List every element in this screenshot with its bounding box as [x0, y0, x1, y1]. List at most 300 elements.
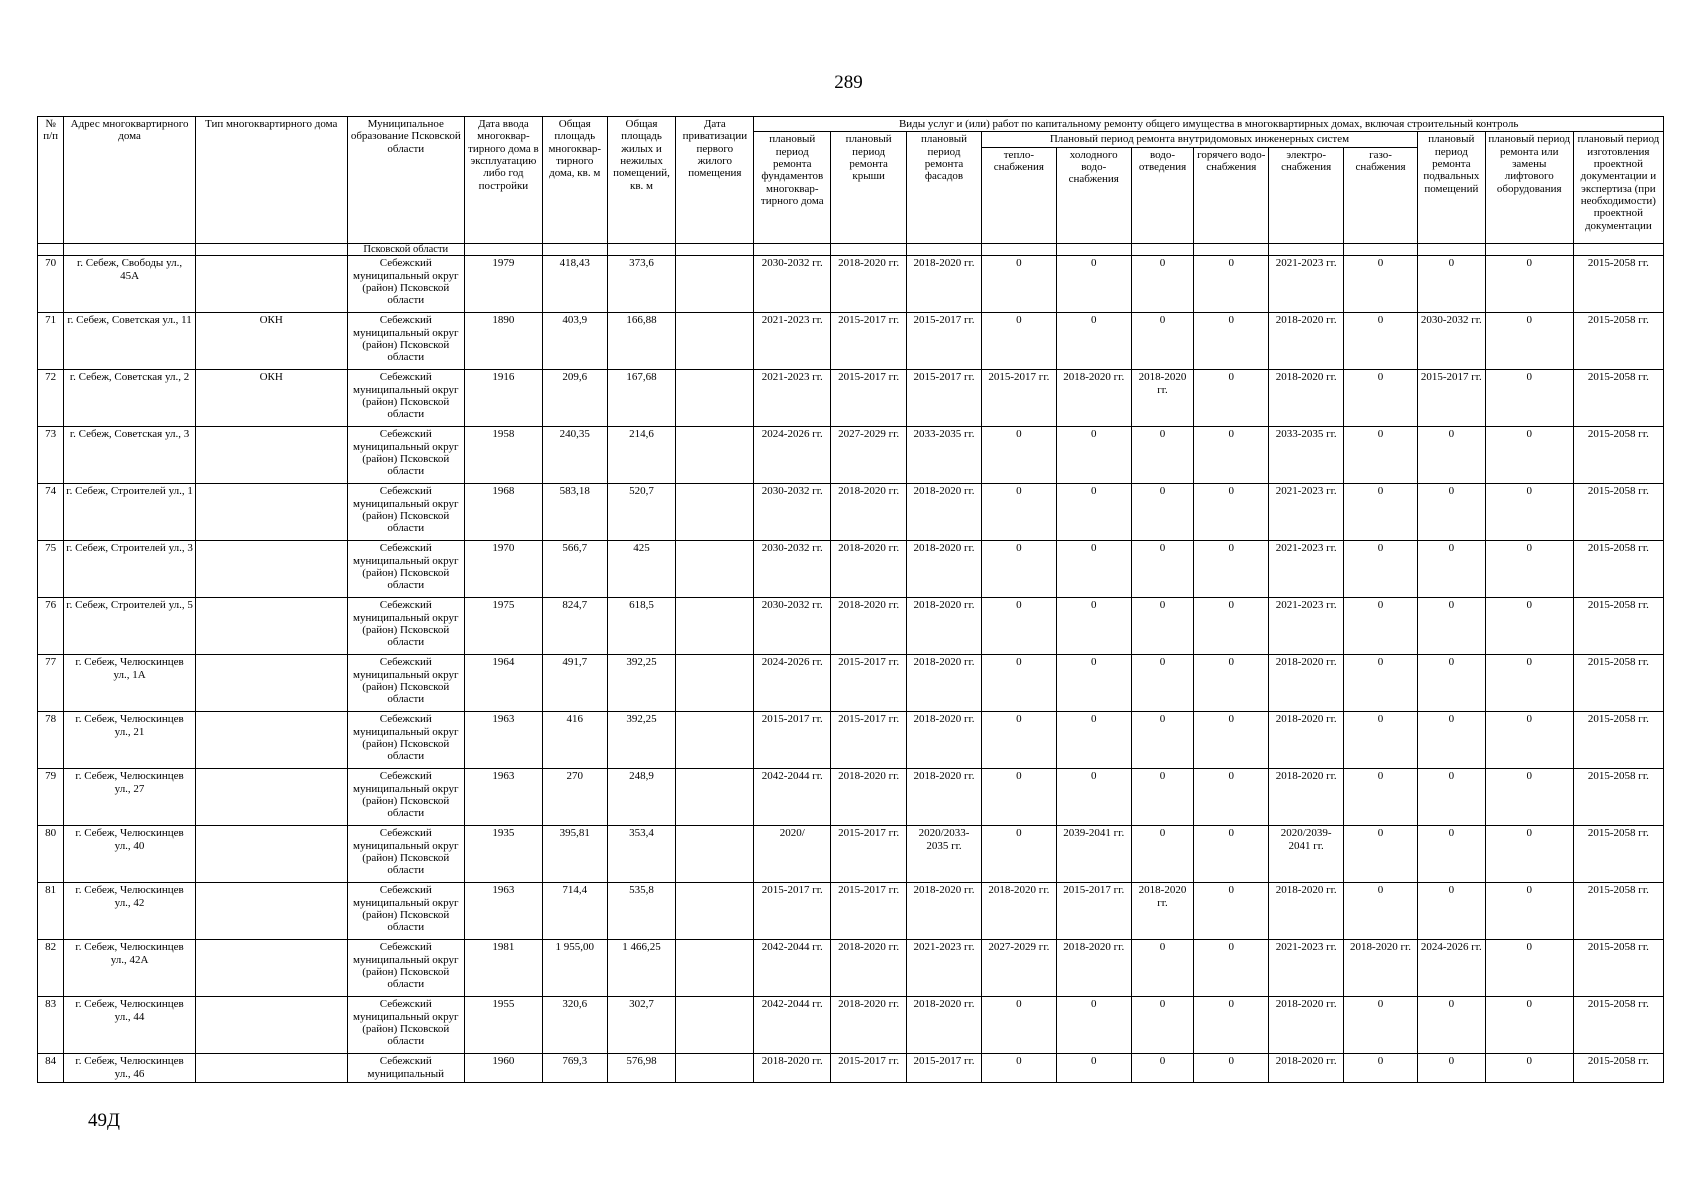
cell-foundation: 2015-2017 гг. [754, 712, 831, 769]
cell-design: 2015-2058 гг. [1573, 313, 1663, 370]
cell-hot: 0 [1194, 712, 1269, 769]
cell-hot: 0 [1194, 541, 1269, 598]
cell-basement: 0 [1417, 484, 1485, 541]
table-row [38, 313, 1664, 370]
cell-address: г. Себеж, Челюскинцев ул., 1А [64, 655, 196, 712]
cell-cold: 0 [1056, 712, 1131, 769]
cell-roof: 2015-2017 гг. [831, 655, 907, 712]
cell-design: 2015-2058 гг. [1573, 427, 1663, 484]
cell-electric: 2021-2023 гг. [1269, 541, 1344, 598]
cell-type [195, 997, 347, 1054]
cell-priv [676, 826, 754, 883]
cell-facade: 2015-2017 гг. [907, 313, 982, 370]
cell-gas: 0 [1344, 256, 1418, 313]
cell-sewage: 0 [1131, 712, 1194, 769]
cell-municipality: Себежский муниципальный округ (район) Псковской области [347, 427, 464, 484]
cell-num: 74 [38, 484, 64, 541]
cell-priv [676, 484, 754, 541]
cell-res-area: 302,7 [607, 997, 676, 1054]
cell-design: 2015-2058 гг. [1573, 598, 1663, 655]
cell-heat: 2015-2017 гг. [981, 370, 1056, 427]
cell-sewage: 0 [1131, 484, 1194, 541]
cell-cold: 0 [1056, 1054, 1131, 1083]
cell-address: г. Себеж, Челюскинцев ул., 44 [64, 997, 196, 1054]
cell-type [195, 256, 347, 313]
table-row [38, 655, 1664, 712]
cell-cold: 0 [1056, 598, 1131, 655]
cell-type [195, 427, 347, 484]
cell-num: 75 [38, 541, 64, 598]
cell-basement: 2030-2032 гг. [1417, 313, 1485, 370]
cell-elevator: 0 [1485, 940, 1573, 997]
cell-heat: 0 [981, 826, 1056, 883]
cell-cold: 2039-2041 гг. [1056, 826, 1131, 883]
cell-year: 1955 [464, 997, 542, 1054]
cell-num: 79 [38, 769, 64, 826]
cell-elevator: 0 [1485, 598, 1573, 655]
header-facade: плановый период ремонта фасадов [907, 132, 982, 243]
cell-design: 2015-2058 гг. [1573, 541, 1663, 598]
cell-design: 2015-2058 гг. [1573, 484, 1663, 541]
header-foundation: плановый период ремонта фундаментов многоквар-тирного дома [754, 132, 831, 243]
cell-electric: 2020/2039-2041 гг. [1269, 826, 1344, 883]
cell-total-area: 403,9 [542, 313, 607, 370]
cell-foundation: 2030-2032 гг. [754, 484, 831, 541]
cell-roof: 2018-2020 гг. [831, 484, 907, 541]
cell-year: 1979 [464, 256, 542, 313]
cell-priv [676, 997, 754, 1054]
cell-priv [676, 427, 754, 484]
cell-year: 1981 [464, 940, 542, 997]
table-row [38, 769, 1664, 826]
cell-elevator: 0 [1485, 427, 1573, 484]
cell-year: 1964 [464, 655, 542, 712]
table-row [38, 256, 1664, 313]
cell-address: г. Себеж, Советская ул., 2 [64, 370, 196, 427]
cell-year: 1963 [464, 769, 542, 826]
cell-year: 1960 [464, 1054, 542, 1083]
header-num: № п/п [38, 117, 64, 244]
cell-res-area: 576,98 [607, 1054, 676, 1083]
cell-basement: 0 [1417, 655, 1485, 712]
cell-year: 1970 [464, 541, 542, 598]
cell-municipality: Себежский муниципальный округ (район) Псковской области [347, 655, 464, 712]
header-total-area: Общая площадь многоквар-тирного дома, кв. м [542, 117, 607, 244]
cell-priv [676, 1054, 754, 1083]
cell-num: 70 [38, 256, 64, 313]
cell-total-area: 769,3 [542, 1054, 607, 1083]
cell-address: г. Себеж, Челюскинцев ул., 42А [64, 940, 196, 997]
cell-basement: 0 [1417, 541, 1485, 598]
cell-type [195, 712, 347, 769]
cell-priv [676, 769, 754, 826]
cell-year: 1963 [464, 883, 542, 940]
cell-cold: 2015-2017 гг. [1056, 883, 1131, 940]
cell-design: 2015-2058 гг. [1573, 883, 1663, 940]
cell-roof: 2015-2017 гг. [831, 370, 907, 427]
cell-sewage: 0 [1131, 655, 1194, 712]
cell-sewage: 0 [1131, 313, 1194, 370]
cell-priv [676, 370, 754, 427]
cell-res-area: 166,88 [607, 313, 676, 370]
cell-foundation: 2015-2017 гг. [754, 883, 831, 940]
cell-heat: 2018-2020 гг. [981, 883, 1056, 940]
cell-basement: 0 [1417, 427, 1485, 484]
cell-basement: 2024-2026 гг. [1417, 940, 1485, 997]
cell-electric: 2018-2020 гг. [1269, 883, 1344, 940]
header-works-group: Виды услуг и (или) работ по капитальному ремонту общего имущества в многоквартирных домах, включая строительный контроль [754, 117, 1664, 132]
cell-year: 1890 [464, 313, 542, 370]
cell-type [195, 655, 347, 712]
cell-priv [676, 313, 754, 370]
cell-address: г. Себеж, Челюскинцев ул., 42 [64, 883, 196, 940]
cell-sewage: 0 [1131, 826, 1194, 883]
cell-electric: 2018-2020 гг. [1269, 1054, 1344, 1083]
cell-res-area: 618,5 [607, 598, 676, 655]
cell-facade: 2015-2017 гг. [907, 1054, 982, 1083]
cell-res-area: 248,9 [607, 769, 676, 826]
cell-elevator: 0 [1485, 370, 1573, 427]
cell-heat: 0 [981, 598, 1056, 655]
header-roof: плановый период ремонта крыши [831, 132, 907, 243]
cell-total-area: 270 [542, 769, 607, 826]
cell-priv [676, 655, 754, 712]
cell-heat: 0 [981, 256, 1056, 313]
capital-repair-table [37, 116, 1664, 1083]
cell-gas: 0 [1344, 826, 1418, 883]
cell-electric: 2018-2020 гг. [1269, 769, 1344, 826]
cell-basement: 2015-2017 гг. [1417, 370, 1485, 427]
cell-res-area: 535,8 [607, 883, 676, 940]
cell-elevator: 0 [1485, 655, 1573, 712]
cell-sewage: 0 [1131, 1054, 1194, 1083]
cell-num: 84 [38, 1054, 64, 1083]
cell-elevator: 0 [1485, 256, 1573, 313]
footer-code: 49Д [88, 1110, 120, 1131]
cell-res-area: 373,6 [607, 256, 676, 313]
cell-sewage: 0 [1131, 940, 1194, 997]
header-cold-water: холодного водо-снабжения [1056, 147, 1131, 243]
cell-municipality: Себежский муниципальный округ (район) Псковской области [347, 313, 464, 370]
cell-type [195, 541, 347, 598]
table-row [38, 997, 1664, 1054]
cell-priv [676, 598, 754, 655]
cell-total-area: 714,4 [542, 883, 607, 940]
cell-facade: 2018-2020 гг. [907, 712, 982, 769]
header-type: Тип многоквартирного дома [195, 117, 347, 244]
cell-foundation: 2030-2032 гг. [754, 256, 831, 313]
cell-municipality: Себежский муниципальный округ (район) Псковской области [347, 883, 464, 940]
cell-gas: 0 [1344, 484, 1418, 541]
cell-roof: 2018-2020 гг. [831, 598, 907, 655]
cell-heat: 0 [981, 712, 1056, 769]
cell-electric: 2021-2023 гг. [1269, 598, 1344, 655]
cell-roof: 2018-2020 гг. [831, 769, 907, 826]
cell-type [195, 940, 347, 997]
cell-facade: 2018-2020 гг. [907, 769, 982, 826]
table-row [38, 541, 1664, 598]
cell-sewage: 0 [1131, 598, 1194, 655]
cell-foundation: 2030-2032 гг. [754, 541, 831, 598]
cell-num: 82 [38, 940, 64, 997]
cell-res-area: 1 466,25 [607, 940, 676, 997]
cell-hot: 0 [1194, 427, 1269, 484]
cell-municipality: Себежский муниципальный округ (район) Псковской области [347, 940, 464, 997]
header-residential-area: Общая площадь жилых и нежилых помещений, кв. м [607, 117, 676, 244]
cell-priv [676, 541, 754, 598]
cell-elevator: 0 [1485, 769, 1573, 826]
cell-electric: 2021-2023 гг. [1269, 256, 1344, 313]
cell-foundation: 2042-2044 гг. [754, 997, 831, 1054]
cell-cold: 2018-2020 гг. [1056, 940, 1131, 997]
cell-gas: 0 [1344, 712, 1418, 769]
cell-type [195, 484, 347, 541]
cell-res-area: 167,68 [607, 370, 676, 427]
cell-roof: 2015-2017 гг. [831, 313, 907, 370]
page-number: 289 [834, 72, 863, 93]
cell-roof: 2018-2020 гг. [831, 541, 907, 598]
cell-hot: 0 [1194, 769, 1269, 826]
cell-electric: 2018-2020 гг. [1269, 655, 1344, 712]
cell-total-area: 209,6 [542, 370, 607, 427]
cell-year: 1958 [464, 427, 542, 484]
cell-sewage: 0 [1131, 427, 1194, 484]
cell-roof: 2018-2020 гг. [831, 256, 907, 313]
cell-address: г. Себеж, Челюскинцев ул., 27 [64, 769, 196, 826]
cell-cold: 0 [1056, 256, 1131, 313]
cell-num: 73 [38, 427, 64, 484]
cell-num: 81 [38, 883, 64, 940]
cell-elevator: 0 [1485, 541, 1573, 598]
cell-electric: 2018-2020 гг. [1269, 712, 1344, 769]
table-row [38, 1054, 1664, 1083]
cell-design: 2015-2058 гг. [1573, 256, 1663, 313]
cell-gas: 0 [1344, 1054, 1418, 1083]
cell-roof: 2018-2020 гг. [831, 940, 907, 997]
cell-priv [676, 883, 754, 940]
header-elevator: плановый период ремонта или замены лифтового оборудования [1485, 132, 1573, 243]
cell-foundation: 2042-2044 гг. [754, 769, 831, 826]
cell-year: 1975 [464, 598, 542, 655]
cell-heat: 0 [981, 997, 1056, 1054]
cell-gas: 2018-2020 гг. [1344, 940, 1418, 997]
cell-basement: 0 [1417, 1054, 1485, 1083]
cell-heat: 0 [981, 484, 1056, 541]
cell-facade: 2018-2020 гг. [907, 256, 982, 313]
cell-elevator: 0 [1485, 484, 1573, 541]
cell-hot: 0 [1194, 313, 1269, 370]
table-row [38, 712, 1664, 769]
cell-facade: 2021-2023 гг. [907, 940, 982, 997]
cell-design: 2015-2058 гг. [1573, 370, 1663, 427]
cell-municipality: Себежский муниципальный округ (район) Псковской области [347, 769, 464, 826]
cell-basement: 0 [1417, 883, 1485, 940]
cell-cold: 0 [1056, 997, 1131, 1054]
cell-hot: 0 [1194, 256, 1269, 313]
cell-foundation: 2024-2026 гг. [754, 427, 831, 484]
cell-basement: 0 [1417, 598, 1485, 655]
cell-heat: 0 [981, 541, 1056, 598]
cell-electric: 2018-2020 гг. [1269, 370, 1344, 427]
cell-address: г. Себеж, Челюскинцев ул., 40 [64, 826, 196, 883]
cell-municipality: Себежский муниципальный [347, 1054, 464, 1083]
cell-basement: 0 [1417, 997, 1485, 1054]
cell-design: 2015-2058 гг. [1573, 940, 1663, 997]
cell-basement: 0 [1417, 826, 1485, 883]
continuation-row [38, 243, 1664, 256]
cell-address: г. Себеж, Советская ул., 3 [64, 427, 196, 484]
header-address: Адрес многоквартирного дома [64, 117, 196, 244]
cell-heat: 2027-2029 гг. [981, 940, 1056, 997]
cell-num: 83 [38, 997, 64, 1054]
cell-gas: 0 [1344, 541, 1418, 598]
cell-municipality: Себежский муниципальный округ (район) Псковской области [347, 541, 464, 598]
cell-priv [676, 712, 754, 769]
cell-res-area: 353,4 [607, 826, 676, 883]
cell-priv [676, 256, 754, 313]
header-hot-water: горячего водо-снабжения [1194, 147, 1269, 243]
cell-total-area: 566,7 [542, 541, 607, 598]
cell-gas: 0 [1344, 997, 1418, 1054]
cell-elevator: 0 [1485, 997, 1573, 1054]
cell-address: г. Себеж, Челюскинцев ул., 21 [64, 712, 196, 769]
cell-elevator: 0 [1485, 883, 1573, 940]
cell-cold: 0 [1056, 769, 1131, 826]
cell-basement: 0 [1417, 256, 1485, 313]
cell-design: 2015-2058 гг. [1573, 712, 1663, 769]
cell-type: ОКН [195, 313, 347, 370]
cell-roof: 2015-2017 гг. [831, 826, 907, 883]
cell-foundation: 2030-2032 гг. [754, 598, 831, 655]
cell-type [195, 826, 347, 883]
cell-roof: 2018-2020 гг. [831, 997, 907, 1054]
cell-gas: 0 [1344, 769, 1418, 826]
header-basement: плановый период ремонта подвальных помещений [1417, 132, 1485, 243]
cell-address: г. Себеж, Строителей ул., 1 [64, 484, 196, 541]
cell-res-area: 392,25 [607, 655, 676, 712]
table-row [38, 370, 1664, 427]
cell-elevator: 0 [1485, 712, 1573, 769]
cell-municipality: Себежский муниципальный округ (район) Псковской области [347, 598, 464, 655]
table-row [38, 427, 1664, 484]
table-row [38, 826, 1664, 883]
header-gas: газо-снабжения [1344, 147, 1418, 243]
cell-type [195, 769, 347, 826]
cell-foundation: 2042-2044 гг. [754, 940, 831, 997]
cell-foundation: 2021-2023 гг. [754, 313, 831, 370]
cell-design: 2015-2058 гг. [1573, 1054, 1663, 1083]
cell-address: г. Себеж, Челюскинцев ул., 46 [64, 1054, 196, 1083]
cell-hot: 0 [1194, 1054, 1269, 1083]
cell-roof: 2015-2017 гг. [831, 883, 907, 940]
cell-total-area: 320,6 [542, 997, 607, 1054]
cell-foundation: 2021-2023 гг. [754, 370, 831, 427]
cell-total-area: 824,7 [542, 598, 607, 655]
cell-num: 76 [38, 598, 64, 655]
cell-num: 80 [38, 826, 64, 883]
cell-elevator: 0 [1485, 1054, 1573, 1083]
cell-hot: 0 [1194, 484, 1269, 541]
cell-facade: 2018-2020 гг. [907, 484, 982, 541]
cell-total-area: 240,35 [542, 427, 607, 484]
cell-priv [676, 940, 754, 997]
cell-heat: 0 [981, 655, 1056, 712]
cell-hot: 0 [1194, 598, 1269, 655]
cell-facade: 2018-2020 гг. [907, 541, 982, 598]
cell-elevator: 0 [1485, 313, 1573, 370]
cell-elevator: 0 [1485, 826, 1573, 883]
cell-facade: 2020/2033-2035 гг. [907, 826, 982, 883]
cell-cold: 2018-2020 гг. [1056, 370, 1131, 427]
cell-year: 1916 [464, 370, 542, 427]
cell-roof: 2015-2017 гг. [831, 1054, 907, 1083]
cell-sewage: 2018-2020 гг. [1131, 883, 1194, 940]
cell-hot: 0 [1194, 997, 1269, 1054]
header-electric: электро-снабжения [1269, 147, 1344, 243]
cell-num: 71 [38, 313, 64, 370]
cell-total-area: 418,43 [542, 256, 607, 313]
cell-facade: 2018-2020 гг. [907, 883, 982, 940]
cell-foundation: 2018-2020 гг. [754, 1054, 831, 1083]
cell-basement: 0 [1417, 712, 1485, 769]
cell-sewage: 0 [1131, 541, 1194, 598]
cell-electric: 2021-2023 гг. [1269, 484, 1344, 541]
cell-cold: 0 [1056, 484, 1131, 541]
table-row [38, 883, 1664, 940]
cell-municipality: Себежский муниципальный округ (район) Псковской области [347, 484, 464, 541]
cell-design: 2015-2058 гг. [1573, 769, 1663, 826]
cell-heat: 0 [981, 427, 1056, 484]
cell-foundation: 2020/ [754, 826, 831, 883]
cell-design: 2015-2058 гг. [1573, 997, 1663, 1054]
cell-electric: 2018-2020 гг. [1269, 997, 1344, 1054]
cell-municipality: Себежский муниципальный округ (район) Псковской области [347, 256, 464, 313]
header-heat: тепло-снабжения [981, 147, 1056, 243]
cell-address: г. Себеж, Свободы ул., 45А [64, 256, 196, 313]
cell-design: 2015-2058 гг. [1573, 826, 1663, 883]
cell-res-area: 520,7 [607, 484, 676, 541]
cell-type [195, 1054, 347, 1083]
cell-address: г. Себеж, Советская ул., 11 [64, 313, 196, 370]
cell-municipality: Себежский муниципальный округ (район) Псковской области [347, 370, 464, 427]
cell-basement: 0 [1417, 769, 1485, 826]
header-privatization-date: Дата приватизации первого жилого помещения [676, 117, 754, 244]
cell-gas: 0 [1344, 313, 1418, 370]
cell-electric: 2033-2035 гг. [1269, 427, 1344, 484]
cell-gas: 0 [1344, 598, 1418, 655]
table-row [38, 940, 1664, 997]
cell-year: 1968 [464, 484, 542, 541]
cell-year: 1935 [464, 826, 542, 883]
cell-municipality: Себежский муниципальный округ (район) Псковской области [347, 712, 464, 769]
header-sewage: водо-отведения [1131, 147, 1194, 243]
cell-facade: 2018-2020 гг. [907, 997, 982, 1054]
cell-hot: 0 [1194, 940, 1269, 997]
cell-facade: 2033-2035 гг. [907, 427, 982, 484]
cell-heat: 0 [981, 769, 1056, 826]
cell-cold: 0 [1056, 427, 1131, 484]
header-engineering-group: Плановый период ремонта внутридомовых инженерных систем [981, 132, 1417, 147]
cell-heat: 0 [981, 313, 1056, 370]
cell-facade: 2015-2017 гг. [907, 370, 982, 427]
table-row [38, 484, 1664, 541]
header-municipality: Муниципальное образование Псковской области [347, 117, 464, 244]
cell-hot: 0 [1194, 826, 1269, 883]
cell-res-area: 425 [607, 541, 676, 598]
cell-hot: 0 [1194, 883, 1269, 940]
cell-foundation: 2024-2026 гг. [754, 655, 831, 712]
header-design: плановый период изготовления проектной документации и экспертиза (при необходимости) проектной документации [1573, 132, 1663, 243]
